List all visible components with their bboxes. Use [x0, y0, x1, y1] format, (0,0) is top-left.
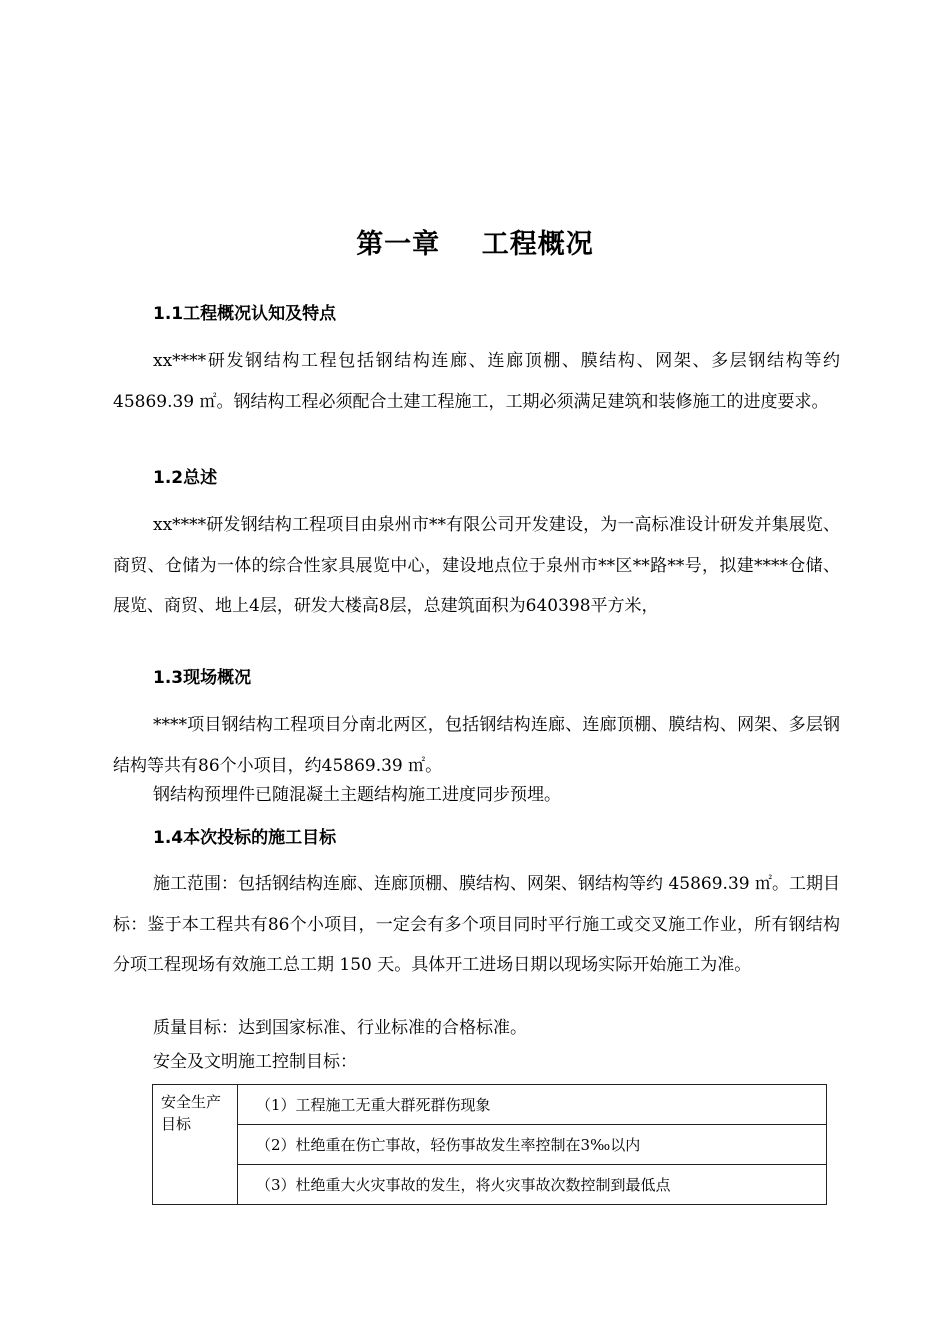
goal-item-cell: （2）杜绝重在伤亡事故，轻伤事故发生率控制在3‰以内 — [238, 1125, 827, 1165]
goal-label-cell: 安全生产目标 — [153, 1085, 238, 1205]
section-1-1-paragraph: xx****研发钢结构工程包括钢结构连廊、连廊顶棚、膜结构、网架、多层钢结构等约45869.39 ㎡。钢结构工程必须配合土建工程施工，工期必须满足建筑和装修施工的进度要求。 — [113, 351, 840, 412]
goal-item-cell: （3）杜绝重大火灾事故的发生，将火灾事故次数控制到最低点 — [238, 1165, 827, 1205]
chapter-title: 第一章 工程概况 — [356, 229, 594, 260]
section-heading-1-1: 1.1工程概况认知及特点 — [153, 304, 337, 324]
section-1-3-paragraph: ****项目钢结构工程项目分南北两区，包括钢结构连廊、连廊顶棚、膜结构、网架、多层钢结构等共有86个小项目，约45869.39 ㎡。 — [113, 715, 840, 776]
section-1-4-paragraph: 施工范围：包括钢结构连廊、连廊顶棚、膜结构、网架、钢结构等约 45869.39 ㎡。工期目标：鉴于本工程共有86个小项目，一定会有多个项目同时平行施工或交叉施工作业，所有钢结构分项工程现场有效施工总工期 150 天。具体开工进场日期以现场实际开始施工为准。 — [113, 874, 840, 975]
table-row — [153, 1125, 827, 1165]
section-1-4-paragraph: 质量目标：达到国家标准、行业标准的合格标准。 — [153, 1018, 527, 1038]
section-heading-1-4: 1.4本次投标的施工目标 — [153, 828, 337, 848]
section-heading-1-3: 1.3现场概况 — [153, 668, 252, 688]
section-1-3-paragraph: 钢结构预埋件已随混凝土主题结构施工进度同步预埋。 — [153, 785, 561, 805]
table-row — [153, 1165, 827, 1205]
goal-item-cell: （1）工程施工无重大群死群伤现象 — [238, 1085, 827, 1125]
section-1-2-paragraph: xx****研发钢结构工程项目由泉州市**有限公司开发建设，为一高标准设计研发并集展览、商贸、仓储为一体的综合性家具展览中心，建设地点位于泉州市**区**路**号，拟建****仓储、展览、商贸、地上4层，研发大楼高8层，总建筑面积为640398平方米， — [113, 515, 840, 616]
safety-goals-table — [152, 1084, 827, 1205]
section-1-4-paragraph: 安全及文明施工控制目标： — [153, 1052, 357, 1072]
section-heading-1-2: 1.2总述 — [153, 468, 218, 488]
table-row — [153, 1085, 827, 1125]
